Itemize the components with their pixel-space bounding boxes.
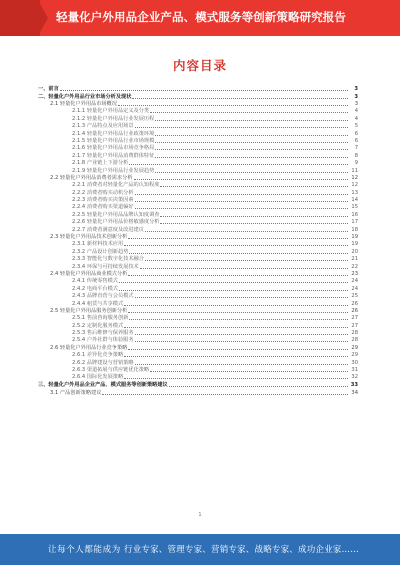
toc-entry-text: 2.5.1 售前咨询服务创新 [72, 315, 129, 322]
toc-entry[interactable] [30, 321, 358, 328]
toc-entry[interactable] [30, 196, 358, 203]
toc-entry-text: 2.1.9 轻量化户外用品行业发展趋势 [72, 167, 155, 174]
footer-banner [0, 534, 400, 565]
toc-dot-leader [129, 163, 348, 165]
toc-dot-leader [135, 363, 348, 365]
toc-dot-leader [119, 289, 348, 291]
toc-dot-leader [129, 252, 348, 254]
toc-entry[interactable] [30, 107, 358, 114]
toc-entry-text: 2.6.1 差异化竞争策略 [72, 352, 124, 359]
toc-entry[interactable] [30, 255, 358, 262]
toc-entry-page: 15 [351, 204, 358, 211]
toc-entry-text: 2.1.4 轻量化户外用品行业政策环境 [72, 130, 155, 137]
toc-dot-leader [132, 97, 348, 99]
toc-entry-text: 2.1 轻量化户外用品市场概况 [50, 100, 117, 107]
toc-entry-page: 31 [351, 367, 358, 374]
toc-dot-leader [128, 237, 348, 239]
toc-entry-text: 2.2.2 消费者购买动机分析 [72, 189, 134, 196]
toc-entry-text: 三、轻量化户外用品企业产品、模式服务等创新策略建议 [38, 382, 168, 389]
toc-entry-text: 一、前言 [38, 85, 59, 92]
toc-entry-page: 28 [351, 330, 358, 337]
toc-dot-leader [135, 333, 348, 335]
toc-dot-leader [102, 393, 348, 395]
toc-entry[interactable] [30, 299, 358, 306]
toc-entry[interactable] [30, 343, 358, 350]
toc-dot-leader [129, 318, 348, 320]
header-accent-arrow [38, 0, 48, 36]
toc-entry-page: 3 [354, 93, 358, 100]
toc-entry[interactable] [30, 292, 358, 299]
toc-entry[interactable] [30, 203, 358, 210]
toc-dot-leader [155, 119, 348, 121]
footer-slogan: 让每个人都能成为 [48, 545, 121, 555]
toc-entry[interactable] [30, 225, 358, 232]
toc-dot-leader [160, 222, 348, 224]
toc-entry[interactable] [30, 284, 358, 291]
toc-entry[interactable] [30, 188, 358, 195]
toc-entry-text: 2.6.2 品牌建设与营销策略 [72, 359, 134, 366]
toc-entry[interactable] [30, 373, 358, 380]
toc-entry[interactable] [30, 366, 358, 373]
toc-entry-page: 29 [351, 352, 358, 359]
toc-entry-text: 2.2.7 消费者满意度及改进建议 [72, 226, 144, 233]
toc-entry-page: 21 [351, 256, 358, 263]
toc-entry-page: 27 [351, 322, 358, 329]
toc-entry-page: 27 [351, 315, 358, 322]
toc-entry-page: 32 [351, 374, 358, 381]
toc-dot-leader [155, 134, 348, 136]
header-banner [0, 0, 400, 36]
toc-entry-page: 23 [351, 270, 358, 277]
toc-entry[interactable] [30, 129, 358, 136]
footer-tags: 行业专家、管理专家、营销专家、战略专家、成功企业家…… [124, 545, 359, 555]
toc-dot-leader [118, 104, 348, 106]
toc-entry-page: 4 [354, 108, 358, 115]
toc-entry-page: 12 [351, 174, 358, 181]
toc-entry-text: 2.1.2 轻量化户外用品行业发展历程 [72, 115, 155, 122]
toc-dot-leader [128, 348, 348, 350]
toc-entry-text: 二、轻量化户外用品行业市场分析及现状 [38, 93, 132, 100]
toc-entry-text: 2.5.2 定制化服务模式 [72, 322, 124, 329]
toc-entry-text: 2.1.5 轻量化户外用品行业市场规模 [72, 137, 155, 144]
toc-dot-leader [124, 377, 348, 379]
toc-entry-text: 2.2.6 轻量化户外用品价格敏感度分析 [72, 219, 160, 226]
toc-entry-page: 28 [351, 337, 358, 344]
toc-entry[interactable] [30, 84, 358, 92]
toc-entry-page: 18 [351, 226, 358, 233]
toc-entry-page: 8 [354, 152, 358, 159]
toc-entry-page: 12 [351, 182, 358, 189]
toc-entry-text: 2.2.3 消费者购买决策因素 [72, 197, 134, 204]
toc-entry-text: 2.6.3 渠道拓展与供应链优化策略 [72, 367, 150, 374]
toc-entry-text: 2.5.4 户外社群与体验服务 [72, 337, 134, 344]
toc-entry-page: 14 [351, 197, 358, 204]
toc-entry-text: 2.5.3 售后维修与保养服务 [72, 330, 134, 337]
toc-entry[interactable] [30, 151, 358, 158]
toc-entry-page: 26 [351, 307, 358, 314]
toc-entry-page: 7 [354, 145, 358, 152]
toc-entry-text: 2.4.3 品牌直营与会员模式 [72, 293, 134, 300]
toc-dot-leader [145, 259, 348, 261]
toc-entry[interactable] [30, 233, 358, 240]
toc-entry-page: 6 [354, 137, 358, 144]
toc-entry-page: 5 [354, 123, 358, 130]
toc-entry-text: 2.2.4 消费者购买渠道偏好 [72, 204, 134, 211]
table-of-contents [30, 84, 358, 396]
toc-entry-page: 4 [354, 115, 358, 122]
toc-dot-leader [135, 296, 348, 298]
toc-entry-text: 2.2.1 消费者对轻量化产品的认知程度 [72, 182, 160, 189]
toc-dot-leader [145, 230, 348, 232]
toc-entry[interactable] [30, 307, 358, 314]
toc-entry-page: 19 [351, 234, 358, 241]
toc-entry-page: 25 [351, 293, 358, 300]
toc-entry[interactable] [30, 166, 358, 173]
toc-dot-leader [150, 111, 348, 113]
toc-entry[interactable] [30, 329, 358, 336]
toc-entry-page: 20 [351, 248, 358, 255]
toc-dot-leader [135, 126, 348, 128]
toc-entry[interactable] [30, 351, 358, 358]
toc-entry[interactable] [30, 262, 358, 269]
toc-entry-text: 2.2 轻量化户外用品消费者需求分析 [50, 174, 133, 181]
toc-entry-page: 19 [351, 241, 358, 248]
toc-dot-leader [124, 244, 348, 246]
header-accent-stripe [0, 0, 40, 36]
toc-dot-leader [135, 340, 348, 342]
toc-entry-page: 17 [351, 219, 358, 226]
toc-dot-leader [155, 171, 348, 173]
toc-entry[interactable] [30, 210, 358, 217]
toc-entry[interactable] [30, 277, 358, 284]
toc-entry-text: 2.1.1 轻量化户外用品定义及分类 [72, 108, 150, 115]
toc-entry-text: 2.6 轻量化户外用品行业竞争策略 [50, 344, 128, 351]
toc-entry-text: 2.2.5 轻量化户外用品品牌认知度调查 [72, 211, 160, 218]
toc-dot-leader [128, 274, 348, 276]
toc-entry[interactable] [30, 218, 358, 225]
toc-entry[interactable] [30, 388, 358, 395]
toc-dot-leader [155, 141, 348, 143]
toc-dot-leader [135, 200, 348, 202]
toc-entry-page: 24 [351, 285, 358, 292]
toc-dot-leader [155, 156, 348, 158]
toc-entry-page: 29 [351, 344, 358, 351]
toc-dot-leader [155, 148, 348, 150]
toc-dot-leader [124, 326, 348, 328]
toc-entry-text: 2.1.6 轻量化户外用品市场竞争格局 [72, 145, 155, 152]
toc-dot-leader [135, 207, 348, 209]
toc-entry-text: 3.1 产品创新策略建议 [50, 389, 102, 396]
toc-entry[interactable] [30, 137, 358, 144]
toc-entry[interactable] [30, 270, 358, 277]
toc-entry[interactable] [30, 358, 358, 365]
toc-entry[interactable] [30, 92, 358, 100]
toc-entry-text: 2.3.1 新材料技术应用 [72, 241, 124, 248]
toc-dot-leader [124, 304, 348, 306]
toc-dot-leader [160, 185, 348, 187]
toc-entry-page: 24 [351, 278, 358, 285]
toc-entry[interactable] [30, 181, 358, 188]
toc-entry[interactable] [30, 174, 358, 181]
toc-entry-text: 2.6.4 国际化发展策略 [72, 374, 124, 381]
toc-entry-page: 11 [351, 167, 358, 174]
toc-dot-leader [134, 178, 348, 180]
toc-dot-leader [60, 89, 348, 91]
toc-dot-leader [140, 267, 348, 269]
toc-entry-page: 13 [351, 189, 358, 196]
toc-entry-page: 3 [354, 85, 358, 92]
toc-entry-text: 2.4 轻量化户外用品商业模式分析 [50, 270, 128, 277]
toc-entry[interactable] [30, 122, 358, 129]
toc-entry-page: 6 [354, 130, 358, 137]
toc-entry-page: 22 [351, 263, 358, 270]
toc-entry[interactable] [30, 144, 358, 151]
toc-entry[interactable] [30, 240, 358, 247]
toc-dot-leader [119, 281, 348, 283]
toc-entry-page: 34 [351, 389, 358, 396]
toc-dot-leader [160, 215, 348, 217]
toc-dot-leader [135, 193, 348, 195]
toc-entry[interactable] [30, 336, 358, 343]
toc-entry-text: 2.1.8 产业链上下游分析 [72, 160, 129, 167]
toc-dot-leader [150, 370, 348, 372]
toc-entry[interactable] [30, 314, 358, 321]
toc-entry[interactable] [30, 159, 358, 166]
toc-entry-text: 2.3.4 环保与可持续发展技术 [72, 263, 139, 270]
report-title: 轻量化户外用品企业产品、模式服务等创新策略研究报告 [56, 10, 346, 24]
toc-entry-text: 2.3 轻量化户外用品技术创新分析 [50, 234, 128, 241]
toc-entry-text: 2.3.2 产品设计创新趋势 [72, 248, 129, 255]
toc-entry-text: 2.4.4 租赁与共享模式 [72, 300, 124, 307]
toc-entry-page: 9 [354, 160, 358, 167]
toc-entry[interactable] [30, 100, 358, 107]
toc-entry-text: 2.3.3 智能化与数字化技术融合 [72, 256, 144, 263]
toc-entry-text: 2.4.2 电商平台模式 [72, 285, 118, 292]
toc-dot-leader [124, 355, 348, 357]
toc-entry-page: 30 [351, 359, 358, 366]
toc-entry[interactable] [30, 380, 358, 388]
toc-entry-text: 2.1.7 轻量化户外用品消费群体特征 [72, 152, 155, 159]
toc-title: 内容目录 [172, 58, 227, 73]
toc-entry-page: 26 [351, 300, 358, 307]
toc-entry-text: 2.1.3 产品特点及应用场景 [72, 123, 134, 130]
toc-entry-page: 3 [354, 100, 358, 107]
toc-entry-page: 16 [351, 211, 358, 218]
page-number: 1 [198, 512, 202, 518]
toc-entry-page: 33 [350, 382, 358, 389]
toc-entry-text: 2.4.1 传统零售模式 [72, 278, 118, 285]
toc-dot-leader [169, 385, 348, 387]
toc-entry-text: 2.5 轻量化户外用品服务创新分析 [50, 307, 128, 314]
toc-dot-leader [128, 311, 348, 313]
toc-entry[interactable] [30, 247, 358, 254]
toc-entry[interactable] [30, 114, 358, 121]
